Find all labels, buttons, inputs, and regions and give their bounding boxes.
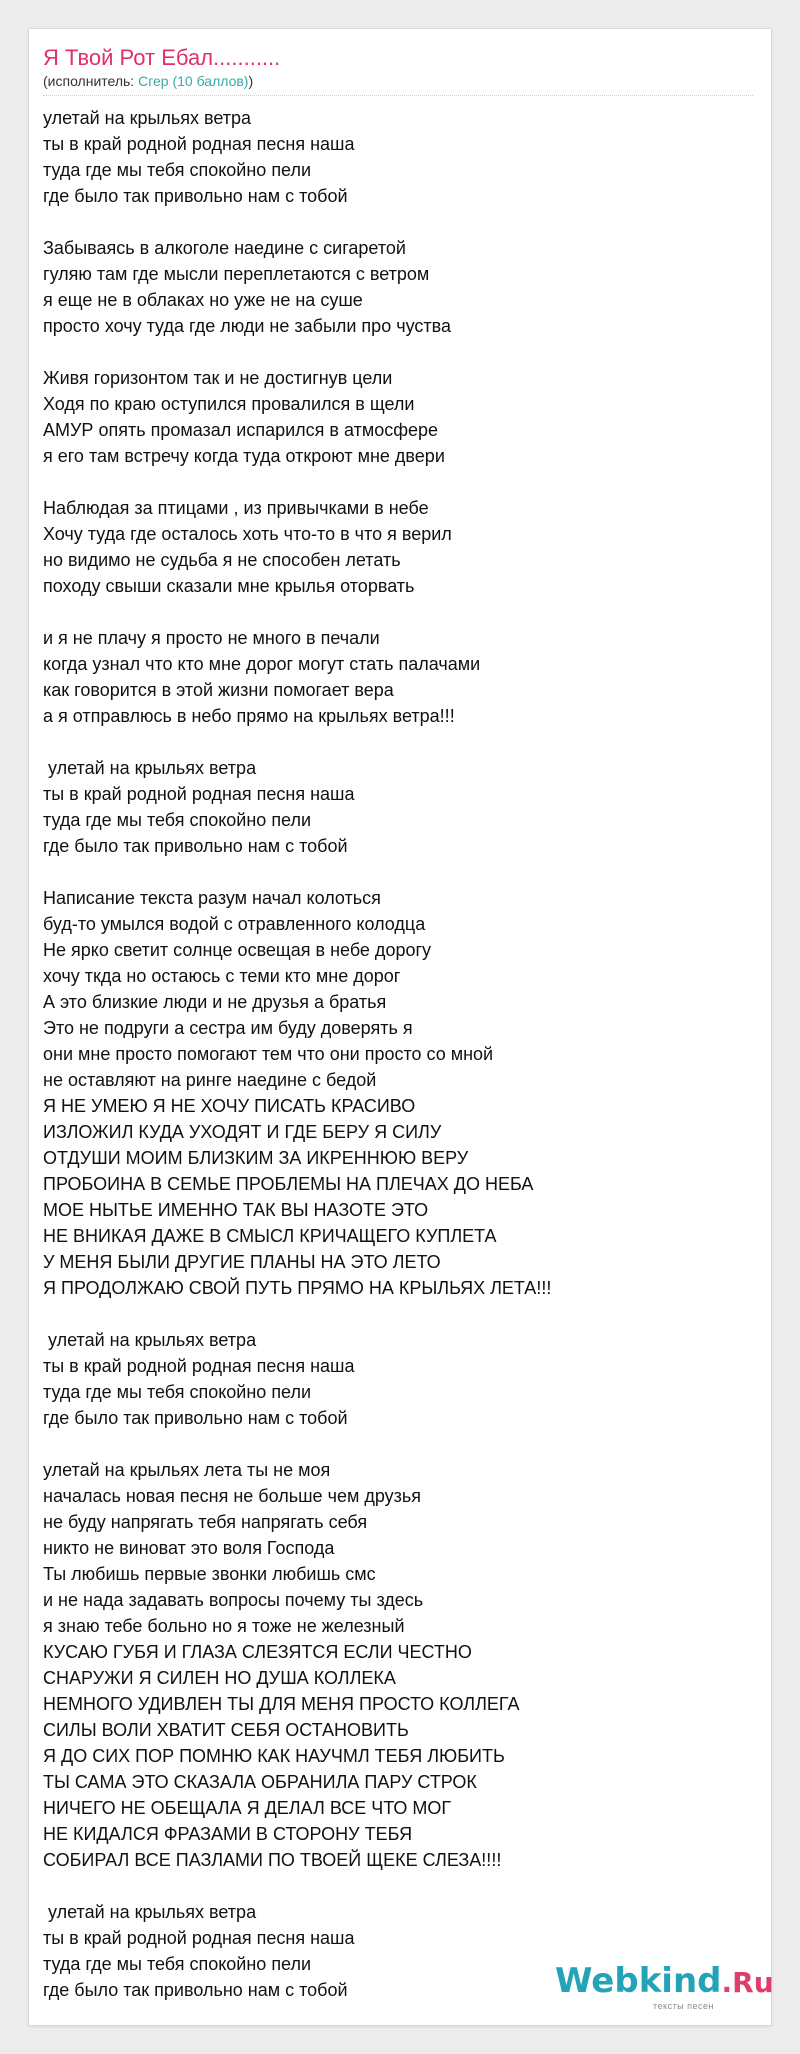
divider xyxy=(43,95,753,96)
lyrics-card xyxy=(28,28,772,2026)
logo-word: Webkind xyxy=(555,1961,722,2001)
logo-wordmark xyxy=(555,1963,774,2001)
performer-link[interactable]: Сгер (10 баллов) xyxy=(138,73,249,89)
lyrics-text: улетай на крыльях ветра ты в край родной родная песня наша туда где мы тебя спокойно пели где было так привольно нам с тобой Забываясь в алкоголе наедине с сигаретой гуляю там где мысли переплетаются с ветром я еще не в облаках но уже не на суше просто хочу туда где люди не забыли про чуства Живя горизонтом так и не достигнув цели Ходя по краю оступился провалился в щели АМУР опять промазал испарился в атмосфере я его там встречу когда туда откроют мне двери Наблюдая за птицами , из привычками в небе Хочу туда где осталось хоть что-то в что я верил но видимо не судьба я не способен летать походу свыши сказали мне крылья оторвать и я не плачу я просто не много в печали когда узнал что кто мне дорог могут стать палачами как говорится в этой жизни помогает вера а я отправлюсь в небо прямо на крыльях ветра!!! улетай на крыльях ветра ты в край родной родная песня наша туда где мы тебя спокойно пели где было так привольно нам с тобой Написание текста разум начал колоться буд-то умылся водой с отравленного колодца Не ярко светит солнце освещая в небе дорогу хочу ткда но остаюсь с теми кто мне дорог А это близкие люди и не друзья а братья Это не подруги а сестра им буду доверять я они мне просто помогают тем что они просто со мной не оставляют на ринге наедине с бедой Я НЕ УМЕЮ Я НЕ ХОЧУ ПИСАТЬ КРАСИВО ИЗЛОЖИЛ КУДА УХОДЯТ И ГДЕ БЕРУ Я СИЛУ ОТДУШИ МОИМ БЛИЗКИМ ЗА ИКРЕННЮЮ ВЕРУ ПРОБОИНА В СЕМЬЕ ПРОБЛЕМЫ НА ПЛЕЧАХ ДО НЕБА МОЕ НЫТЬЕ ИМЕННО ТАК ВЫ НАЗОТЕ ЭТО НЕ ВНИКАЯ ДАЖЕ В СМЫСЛ КРИЧАЩЕГО КУПЛЕТА У МЕНЯ БЫЛИ ДРУГИЕ ПЛАНЫ НА ЭТО ЛЕТО Я ПРОДОЛЖАЮ СВОЙ ПУТЬ ПРЯМО НА КРЫЛЬЯХ ЛЕТА!!! улетай на крыльях ветра ты в край родной родная песня наша туда где мы тебя спокойно пели где было так привольно нам с тобой улетай на крыльях лета ты не моя началась новая песня не больше чем друзья не буду напрягать тебя напрягать себя никто не виноват это воля Господа Ты любишь первые звонки любишь смс и не нада задавать вопросы почему ты здесь я знаю тебе больно но я тоже не железный КУСАЮ ГУБЯ И ГЛАЗА СЛЕЗЯТСЯ ЕСЛИ ЧЕСТНО СНАРУЖИ Я СИЛЕН НО ДУША КОЛЛЕКА НЕМНОГО УДИВЛЕН ТЫ ДЛЯ МЕНЯ ПРОСТО КОЛЛЕГА СИЛЫ ВОЛИ ХВАТИТ СЕБЯ ОСТАНОВИТЬ Я ДО СИХ ПОР ПОМНЮ КАК НАУЧМЛ ТЕБЯ ЛЮБИТЬ ТЫ САМА ЭТО СКАЗАЛА ОБРАНИЛА ПАРУ СТРОК НИЧЕГО НЕ ОБЕЩАЛА Я ДЕЛАЛ ВСЕ ЧТО МОГ НЕ КИДАЛСЯ ФРАЗАМИ В СТОРОНУ ТЕБЯ СОБИРАЛ ВСЕ ПАЗЛАМИ ПО ТВОЕЙ ЩЕКЕ СЛЕЗА!!!! улетай на крыльях ветра ты в край родной родная песня наша туда где мы тебя спокойно пели где было так привольно нам с тобой xyxy=(43,108,552,2000)
performer-suffix: ) xyxy=(248,73,254,89)
webkind-logo[interactable] xyxy=(555,1961,774,2011)
logo-tagline: тексты песен xyxy=(653,2001,715,2011)
logo-tld: .Ru xyxy=(721,1966,774,1999)
performer-line xyxy=(43,73,253,89)
song-title: Я Твой Рот Ебал........... xyxy=(43,45,281,70)
performer-prefix: (исполнитель: xyxy=(43,73,139,89)
